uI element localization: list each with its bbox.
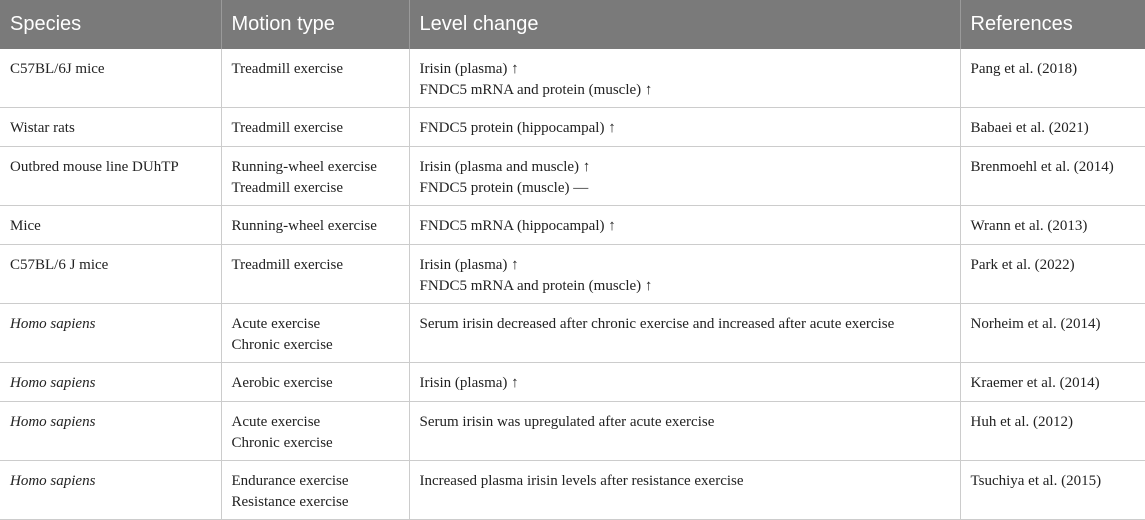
reference-text: Wrann et al. (2013) xyxy=(970,217,1088,234)
level-change-text: FNDC5 mRNA and protein (muscle) ↑ xyxy=(419,82,653,98)
species-cell xyxy=(0,146,221,205)
species-text: Outbred mouse line DUhTP xyxy=(10,158,179,175)
level-change-cell xyxy=(409,205,960,244)
header-motion-type: Motion type xyxy=(221,0,409,49)
table-row xyxy=(0,49,1145,107)
table-row xyxy=(0,107,1145,146)
reference-cell xyxy=(960,49,1145,107)
motion-type-cell xyxy=(221,401,409,460)
motion-type-text: Treadmill exercise xyxy=(231,119,343,136)
table-row xyxy=(0,362,1145,401)
species-cell xyxy=(0,401,221,460)
motion-type-cell xyxy=(221,49,409,107)
species-text: Homo sapiens xyxy=(10,413,96,430)
reference-cell xyxy=(960,303,1145,362)
reference-text: Tsuchiya et al. (2015) xyxy=(970,472,1102,489)
level-change-text: FNDC5 protein (hippocampal) ↑ xyxy=(419,119,616,136)
species-text: Homo sapiens xyxy=(10,374,96,391)
level-change-cell xyxy=(409,362,960,401)
reference-text: Kraemer et al. (2014) xyxy=(970,374,1100,391)
table-row xyxy=(0,303,1145,362)
species-cell xyxy=(0,205,221,244)
level-change-text: FNDC5 mRNA (hippocampal) ↑ xyxy=(419,217,616,234)
level-change-text: Increased plasma irisin levels after resistance exercise xyxy=(419,472,744,489)
motion-type-text: Running-wheel exercise xyxy=(231,217,377,234)
level-change-cell xyxy=(409,460,960,519)
reference-text: Huh et al. (2012) xyxy=(970,413,1073,430)
level-change-cell xyxy=(409,401,960,460)
motion-type-cell xyxy=(221,107,409,146)
reference-text: Pang et al. (2018) xyxy=(970,61,1078,77)
species-cell xyxy=(0,49,221,107)
level-change-cell xyxy=(409,303,960,362)
level-change-text: Serum irisin was upregulated after acute exercise xyxy=(419,413,715,430)
level-change-text: Irisin (plasma) ↑ xyxy=(419,61,519,77)
motion-type-text: Chronic exercise xyxy=(231,336,333,353)
motion-type-text: Resistance exercise xyxy=(231,493,349,510)
reference-text: Park et al. (2022) xyxy=(970,256,1075,273)
motion-type-cell xyxy=(221,362,409,401)
motion-type-text: Treadmill exercise xyxy=(231,256,343,273)
header-species: Species xyxy=(0,0,221,49)
reference-text: Norheim et al. (2014) xyxy=(970,315,1101,332)
level-change-cell xyxy=(409,49,960,107)
level-change-text: Serum irisin decreased after chronic exercise and increased after acute exercise xyxy=(419,315,895,332)
table-header-row xyxy=(0,0,1145,49)
reference-cell xyxy=(960,107,1145,146)
motion-type-text: Treadmill exercise xyxy=(231,61,343,77)
species-text: C57BL/6 J mice xyxy=(10,256,109,273)
motion-type-text: Endurance exercise xyxy=(231,472,349,489)
reference-cell xyxy=(960,460,1145,519)
reference-text: Babaei et al. (2021) xyxy=(970,119,1089,136)
reference-text: Brenmoehl et al. (2014) xyxy=(970,158,1114,175)
level-change-text: Irisin (plasma and muscle) ↑ xyxy=(419,158,591,175)
motion-type-cell xyxy=(221,146,409,205)
species-cell xyxy=(0,107,221,146)
reference-cell xyxy=(960,362,1145,401)
species-text: Wistar rats xyxy=(10,119,75,136)
reference-cell xyxy=(960,146,1145,205)
table-row xyxy=(0,146,1145,205)
reference-cell xyxy=(960,244,1145,303)
species-text: C57BL/6J mice xyxy=(10,61,105,77)
motion-type-cell xyxy=(221,460,409,519)
motion-type-text: Acute exercise xyxy=(231,413,321,430)
species-cell xyxy=(0,362,221,401)
table-row xyxy=(0,244,1145,303)
motion-type-text: Chronic exercise xyxy=(231,434,333,451)
reference-cell xyxy=(960,401,1145,460)
table-row xyxy=(0,205,1145,244)
reference-cell xyxy=(960,205,1145,244)
level-change-cell xyxy=(409,244,960,303)
header-references: References xyxy=(960,0,1145,49)
level-change-text: Irisin (plasma) ↑ xyxy=(419,256,519,273)
species-cell xyxy=(0,460,221,519)
header-level-change: Level change xyxy=(409,0,960,49)
species-text: Mice xyxy=(10,217,41,234)
level-change-cell xyxy=(409,146,960,205)
motion-type-cell xyxy=(221,244,409,303)
motion-type-text: Acute exercise xyxy=(231,315,321,332)
motion-type-text: Running-wheel exercise xyxy=(231,158,377,175)
table-row xyxy=(0,401,1145,460)
species-text: Homo sapiens xyxy=(10,315,96,332)
level-change-cell xyxy=(409,107,960,146)
motion-type-cell xyxy=(221,205,409,244)
motion-type-text: Treadmill exercise xyxy=(231,179,343,196)
species-text: Homo sapiens xyxy=(10,472,96,489)
level-change-text: FNDC5 protein (muscle) — xyxy=(419,179,589,196)
motion-type-cell xyxy=(221,303,409,362)
level-change-text: Irisin (plasma) ↑ xyxy=(419,374,519,391)
species-cell xyxy=(0,303,221,362)
motion-type-text: Aerobic exercise xyxy=(231,374,333,391)
species-cell xyxy=(0,244,221,303)
level-change-text: FNDC5 mRNA and protein (muscle) ↑ xyxy=(419,277,653,294)
table-row xyxy=(0,460,1145,519)
